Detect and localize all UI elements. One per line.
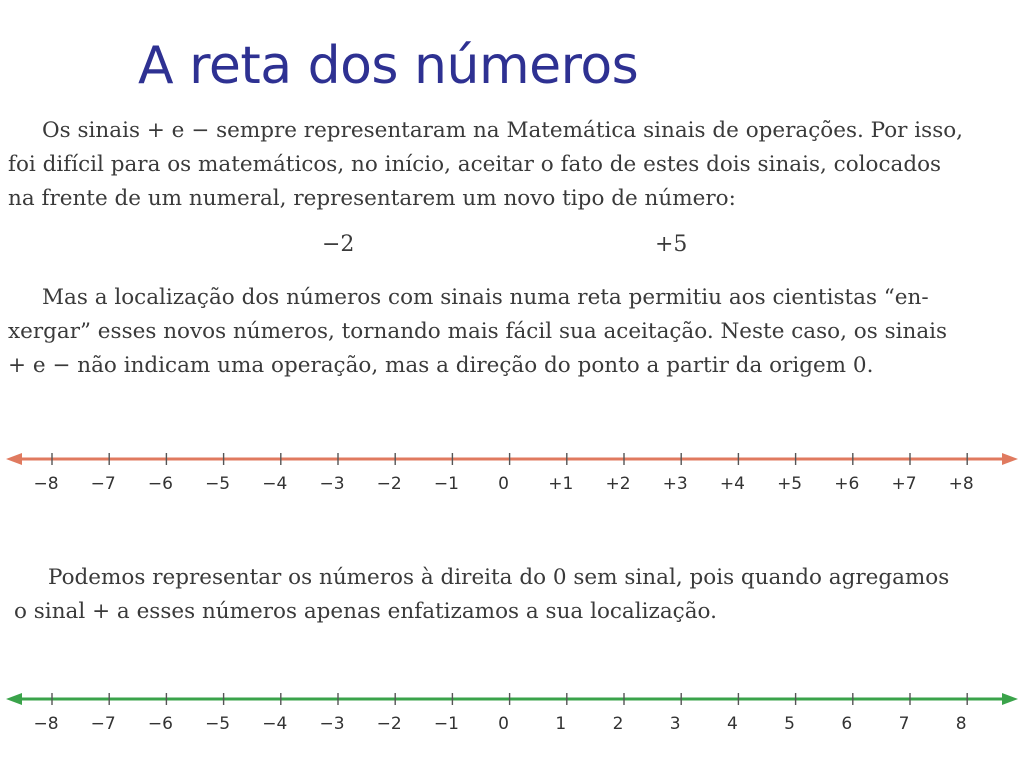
explanation-paragraph (8, 281, 1008, 383)
signed-line-tick-label: +4 (719, 474, 745, 494)
unsigned-line-tick-label: −5 (205, 714, 231, 734)
slide-title: A reta dos números (138, 36, 639, 96)
signed-line-tick-label: −6 (147, 474, 173, 494)
unsigned-line-tick-label: 2 (612, 714, 624, 734)
signed-line-tick-label: +3 (662, 474, 688, 494)
signed-line-tick-label: −3 (319, 474, 345, 494)
signed-line-tick-label: −7 (90, 474, 116, 494)
signed-line-tick-label: −2 (376, 474, 402, 494)
signed-line-tick-label: +1 (548, 474, 574, 494)
text-line: na frente de um numeral, representarem um novo tipo de número: (8, 186, 736, 211)
note-paragraph (14, 561, 1014, 629)
signed-line-tick-label: 0 (498, 474, 510, 494)
unsigned-line-tick-label: 8 (955, 714, 967, 734)
number-line-unsigned (0, 680, 1024, 740)
unsigned-line-tick-label: 4 (726, 714, 738, 734)
signed-line-tick-label: −1 (433, 474, 459, 494)
text-line: Os sinais + e − sempre representaram na Matemática sinais de operações. Por isso, (42, 118, 964, 143)
text-line: Mas a localização dos números com sinais numa reta permitiu aos cientistas “en- (42, 285, 929, 310)
unsigned-line-tick-label: 3 (669, 714, 681, 734)
text-line: Podemos representar os números à direita do 0 sem sinal, pois quando agregamos (48, 565, 950, 590)
signed-line-tick-label: +5 (777, 474, 803, 494)
signed-line-tick-label: +8 (948, 474, 974, 494)
signed-line-tick-label: −5 (205, 474, 231, 494)
unsigned-line-tick-label: 1 (555, 714, 567, 734)
text-line: foi difícil para os matemáticos, no início, aceitar o fato de estes dois sinais, colocados (8, 152, 942, 177)
right-arrow-icon (1002, 693, 1018, 705)
right-arrow-icon (1002, 453, 1018, 465)
signed-line-tick-label: +6 (834, 474, 860, 494)
example-positive-number: +5 (655, 232, 688, 257)
text-line: xergar” esses novos números, tornando mais fácil sua aceitação. Neste caso, os sinais (8, 319, 948, 344)
signed-line-tick-label: +7 (891, 474, 917, 494)
unsigned-line-tick-label: −2 (376, 714, 402, 734)
left-arrow-icon (6, 453, 22, 465)
unsigned-line-tick-label: 6 (841, 714, 853, 734)
unsigned-line-tick-label: −7 (90, 714, 116, 734)
left-arrow-icon (6, 693, 22, 705)
unsigned-line-tick-label: 5 (784, 714, 796, 734)
unsigned-line-tick-label: −6 (147, 714, 173, 734)
unsigned-line-tick-label: −1 (433, 714, 459, 734)
unsigned-line-tick-label: 0 (498, 714, 510, 734)
unsigned-line-tick-label: 7 (898, 714, 910, 734)
unsigned-line-tick-label: −4 (262, 714, 288, 734)
signed-line-tick-label: +2 (605, 474, 631, 494)
example-negative-number: −2 (322, 232, 355, 257)
unsigned-line-tick-label: −8 (33, 714, 59, 734)
signed-line-tick-label: −8 (33, 474, 59, 494)
signed-line-tick-label: −4 (262, 474, 288, 494)
text-line: + e − não indicam uma operação, mas a direção do ponto a partir da origem 0. (8, 353, 874, 378)
unsigned-line-tick-label: −3 (319, 714, 345, 734)
text-line: o sinal + a esses números apenas enfatizamos a sua localização. (14, 599, 717, 624)
intro-paragraph (8, 114, 1008, 216)
number-line-signed (0, 440, 1024, 500)
